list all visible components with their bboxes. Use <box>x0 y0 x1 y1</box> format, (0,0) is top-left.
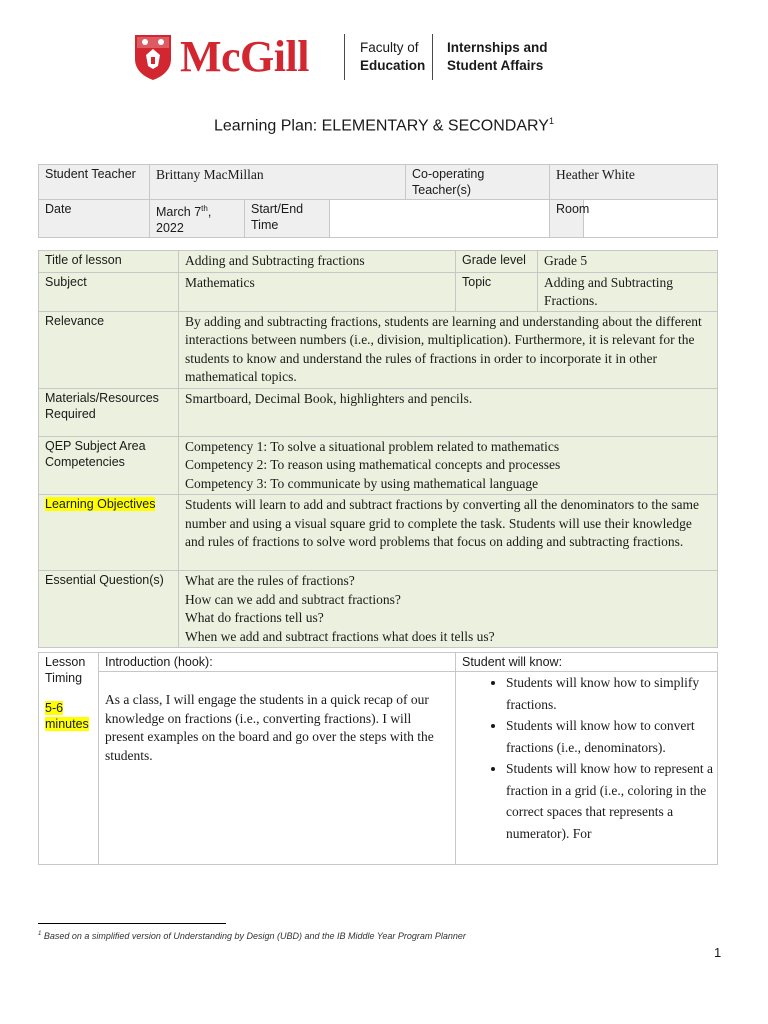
unit-line1: Internships and <box>447 40 548 55</box>
competency-item: Competency 3: To communicate by using mathematical language <box>185 475 539 491</box>
header-divider <box>344 34 345 80</box>
student-teacher-value: Brittany MacMillan <box>150 165 406 200</box>
essential-question: How can we add and subtract fractions? <box>185 591 401 607</box>
qep-values <box>179 436 718 495</box>
mcgill-header <box>134 30 554 84</box>
footnote-mark: 1 <box>38 931 42 937</box>
know-item: • Students will know how to represent a fraction in a grid (i.e., coloring in the correct spaces that represents a numerator). For <box>506 758 713 844</box>
mcgill-shield-icon <box>134 33 172 81</box>
unit-line2: Student Affairs <box>447 58 544 73</box>
know-label: Student will know: <box>456 653 718 672</box>
subject-value: Mathematics <box>179 272 456 311</box>
unit-label <box>447 39 548 75</box>
page-title-text: Learning Plan: ELEMENTARY & SECONDARY <box>214 117 549 135</box>
date-value <box>150 200 245 238</box>
mcgill-logo-wordmark: McGill <box>180 32 309 81</box>
know-item: • Students will know how to simplify fractions. <box>506 672 713 715</box>
title-footnote-ref: 1 <box>548 116 554 126</box>
relevance-label: Relevance <box>39 311 179 388</box>
materials-value: Smartboard, Decimal Book, highlighters and pencils. <box>179 388 718 436</box>
grade-label: Grade level <box>456 251 538 273</box>
footnote <box>38 931 466 941</box>
topic-value-text: Adding and Subtracting Fractions. <box>544 274 673 308</box>
objectives-label-text: Learning Objectives <box>45 497 156 511</box>
date-value-sup: th <box>201 204 208 213</box>
relevance-value: By adding and subtracting fractions, students are learning and understanding about the different interactions between numbers (i.e., division, multiplication). Furthermore, it is relevant for the students to know and understand the rules of fractions in order to incorporate it in other mathematical topics. <box>179 311 718 388</box>
lesson-title-value: Adding and Subtracting fractions <box>179 251 456 273</box>
know-list-cell <box>456 672 718 865</box>
timing-label: Lesson Timing <box>45 655 86 685</box>
materials-label: Materials/Resources Required <box>39 388 179 436</box>
page-title <box>0 116 768 135</box>
room-value <box>584 200 718 238</box>
subject-label: Subject <box>39 272 179 311</box>
footnote-text: Based on a simplified version of Understanding by Design (UBD) and the IB Middle Year Program Planner <box>43 931 466 941</box>
coop-teacher-value: Heather White <box>550 165 718 200</box>
footnote-separator <box>38 923 226 924</box>
coop-teacher-label: Co-operating Teacher(s) <box>406 165 550 200</box>
room-label: Room <box>550 200 584 238</box>
intro-value: As a class, I will engage the students in a quick recap of our knowledge on fractions (i.e., converting fractions). I will present examples on the board and go over the steps with the students. <box>99 672 456 865</box>
qep-label: QEP Subject Area Competencies <box>39 436 179 495</box>
know-item: • Students will know how to convert fractions (i.e., denominators). <box>506 715 713 758</box>
topic-value <box>538 272 718 311</box>
time-label: Start/End Time <box>245 200 330 238</box>
faculty-label <box>360 39 425 75</box>
grade-value: Grade 5 <box>538 251 718 273</box>
date-value-year: , 2022 <box>156 205 212 236</box>
essential-question: What are the rules of fractions? <box>185 573 355 588</box>
date-label: Date <box>39 200 150 238</box>
essential-label: Essential Question(s) <box>39 571 179 648</box>
lesson-title-label: Title of lesson <box>39 251 179 273</box>
essential-values <box>179 571 718 648</box>
timing-value-wrap <box>45 700 91 732</box>
essential-question: What do fractions tell us? <box>185 610 324 625</box>
intro-label: Introduction (hook): <box>99 653 456 672</box>
objectives-label <box>39 495 179 571</box>
essential-question: When we add and subtract fractions what does it tells us? <box>185 628 495 644</box>
timing-cell <box>39 653 99 865</box>
competency-item: Competency 1: To solve a situational problem related to mathematics <box>185 438 560 454</box>
lesson-details-table <box>38 250 718 648</box>
objectives-value: Students will learn to add and subtract fractions by converting all the denominators to the same number and using a visual square grid to complete the task. Students will use their knowledge and rules of fractions to solve word problems that focus on adding and subtracting fractions. <box>179 495 718 571</box>
page-number: 1 <box>714 945 722 960</box>
time-value <box>330 200 550 238</box>
date-value-main: March 7 <box>156 205 202 220</box>
teacher-info-table <box>38 164 718 238</box>
faculty-line2: Education <box>360 58 426 73</box>
lesson-timing-table <box>38 652 718 865</box>
faculty-line1: Faculty of <box>360 40 419 55</box>
know-list <box>460 672 713 844</box>
student-teacher-label: Student Teacher <box>39 165 150 200</box>
topic-label: Topic <box>456 272 538 311</box>
timing-value: 5-6 minutes <box>45 701 89 731</box>
competency-item: Competency 2: To reason using mathematical concepts and processes <box>185 457 561 472</box>
header-divider <box>432 34 433 80</box>
